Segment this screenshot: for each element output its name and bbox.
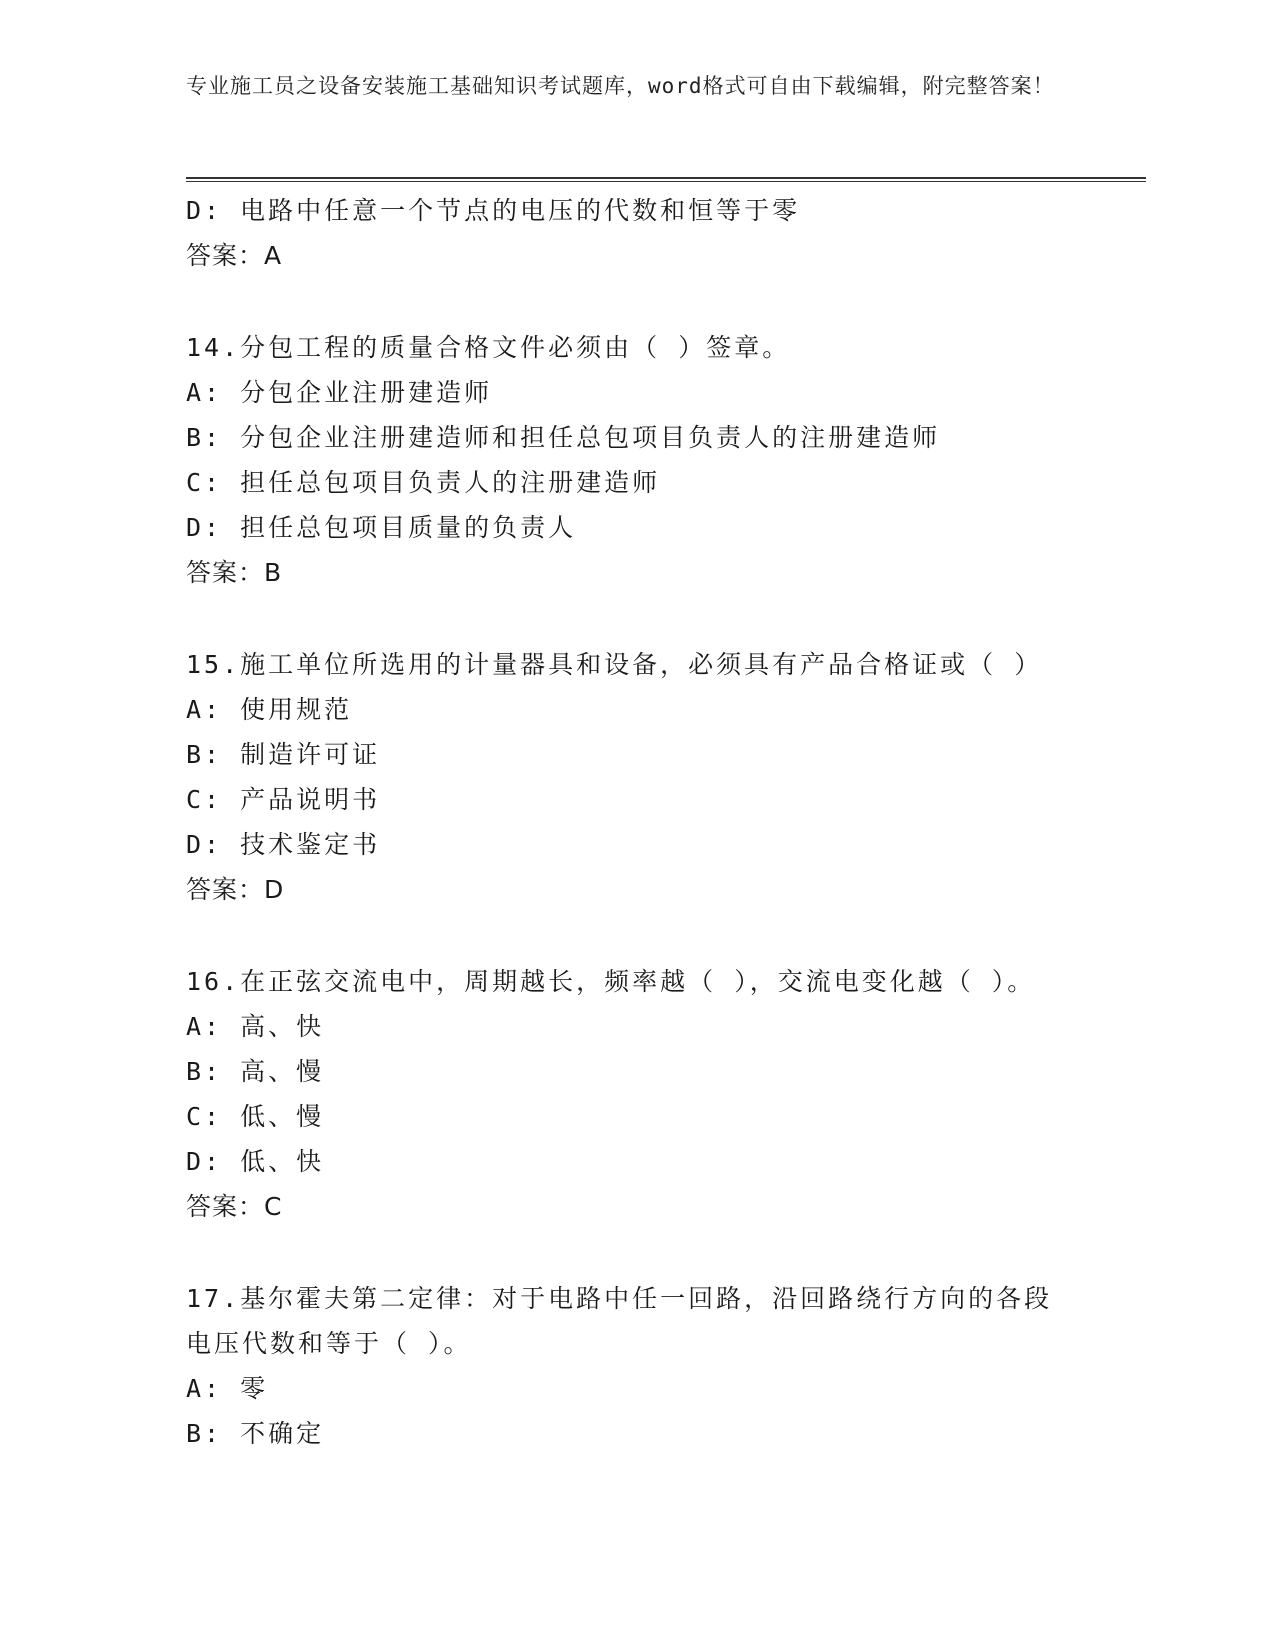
option-b: B: 制造许可证: [186, 740, 381, 769]
option-d: D: 技术鉴定书: [186, 830, 381, 859]
answer-line: 答案：B: [186, 558, 283, 587]
option-b: B: 不确定: [186, 1419, 325, 1448]
answer-line: 答案：A: [186, 241, 283, 270]
option-d: D: 电路中任意一个节点的电压的代数和恒等于零: [186, 196, 801, 225]
header-rule-thin: [186, 181, 1146, 182]
option-a: A: 零: [186, 1374, 269, 1403]
question-stem: 15.施工单位所选用的计量器具和设备，必须具有产品合格证或（ ）: [186, 650, 1043, 679]
option-c: C: 产品说明书: [186, 785, 381, 814]
option-a: A: 使用规范: [186, 695, 353, 724]
document-header: 专业施工员之设备安装施工基础知识考试题库，word格式可自由下载编辑，附完整答案！: [186, 74, 1055, 98]
spacer: [186, 278, 1146, 325]
question-content: [186, 188, 1146, 1456]
option-a: A: 分包企业注册建造师: [186, 378, 493, 407]
question-14: [186, 325, 1146, 595]
option-d: D: 担任总包项目质量的负责人: [186, 513, 577, 542]
option-c: C: 担任总包项目负责人的注册建造师: [186, 468, 661, 497]
option-d: D: 低、快: [186, 1147, 325, 1176]
header-rule: [186, 177, 1146, 179]
spacer: [186, 595, 1146, 642]
question-17: [186, 1276, 1146, 1456]
answer-line: 答案：C: [186, 1192, 283, 1221]
question-stem: 17.基尔霍夫第二定律：对于电路中任一回路，沿回路绕行方向的各段电压代数和等于（ ）。: [186, 1284, 1053, 1358]
answer-line: 答案：D: [186, 875, 285, 904]
question-stem: 14.分包工程的质量合格文件必须由（ ）签章。: [186, 333, 791, 362]
spacer: [186, 912, 1146, 959]
option-a: A: 高、快: [186, 1012, 325, 1041]
question-15: [186, 642, 1146, 912]
question-16: [186, 959, 1146, 1229]
option-c: C: 低、慢: [186, 1102, 325, 1131]
option-b: B: 高、慢: [186, 1057, 325, 1086]
spacer: [186, 1229, 1146, 1276]
option-b: B: 分包企业注册建造师和担任总包项目负责人的注册建造师: [186, 423, 941, 452]
previous-question-tail: [186, 188, 1146, 278]
question-stem: 16.在正弦交流电中，周期越长，频率越（ ），交流电变化越（ ）。: [186, 967, 1036, 996]
